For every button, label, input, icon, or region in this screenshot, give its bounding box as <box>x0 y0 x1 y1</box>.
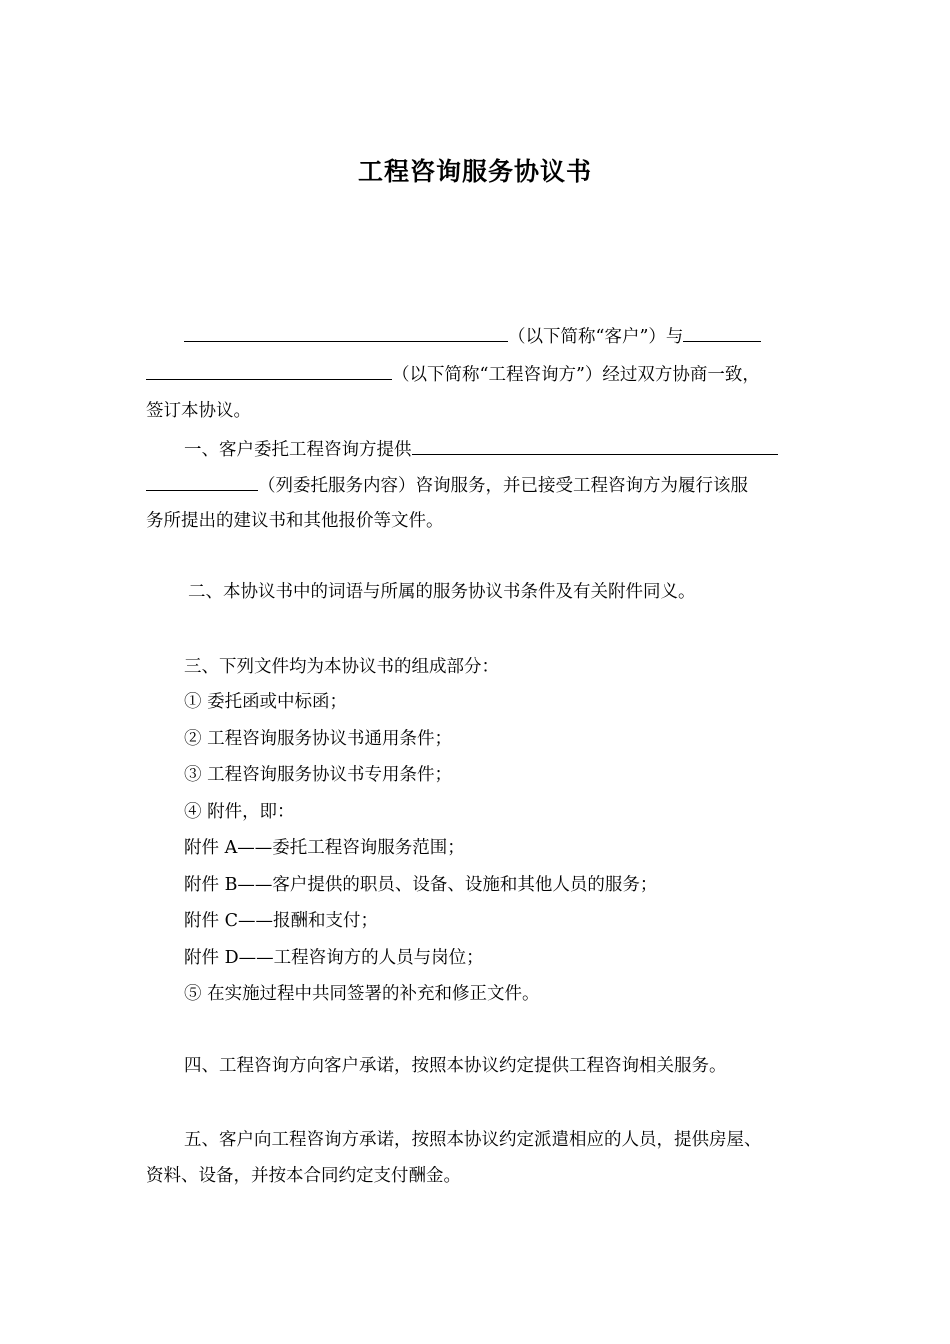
item-1-line-2 <box>146 472 748 498</box>
item-3: 三、下列文件均为本协议书的组成部分： <box>184 657 499 677</box>
item-1-text: 一、客户委托工程咨询方提供 <box>184 440 412 460</box>
list-item: 附件 C——报酬和支付； <box>184 911 378 931</box>
service-content-blank-1 <box>412 436 778 455</box>
consultant-name-blank-1 <box>683 323 761 342</box>
list-item: ⑤ 在实施过程中共同签署的补充和修正文件。 <box>184 984 540 1004</box>
document-title: 工程咨询服务协议书 <box>357 157 592 186</box>
item-1-text-2: （列委托服务内容）咨询服务，并已接受工程咨询方为履行该服 <box>258 476 748 496</box>
service-content-blank-2 <box>146 472 258 491</box>
list-item: 附件 A——委托工程咨询服务范围； <box>184 838 465 858</box>
item-1-line-3: 务所提出的建议书和其他报价等文件。 <box>146 511 444 531</box>
list-item: ④ 附件，即： <box>184 802 295 822</box>
intro-line-1 <box>184 323 761 349</box>
intro-line-2 <box>146 361 760 387</box>
item-1-line-1 <box>184 436 778 462</box>
item-5-line-2: 资料、设备，并按本合同约定支付酬金。 <box>146 1166 461 1186</box>
list-item: 附件 D——工程咨询方的人员与岗位； <box>184 948 484 968</box>
list-item: ② 工程咨询服务协议书通用条件； <box>184 729 453 749</box>
item-2: 二、本协议书中的词语与所属的服务协议书条件及有关附件同义。 <box>188 582 696 602</box>
intro-text-2: （以下简称“工程咨询方”）经过双方协商一致， <box>392 365 760 385</box>
client-name-blank <box>184 323 508 342</box>
intro-line-3: 签订本协议。 <box>146 401 251 421</box>
item-5-line-1: 五、客户向工程咨询方承诺，按照本协议约定派遣相应的人员，提供房屋、 <box>184 1130 762 1150</box>
list-item: ③ 工程咨询服务协议书专用条件； <box>184 765 453 785</box>
consultant-name-blank-2 <box>146 361 392 380</box>
list-item: 附件 B——客户提供的职员、设备、设施和其他人员的服务； <box>184 875 658 895</box>
list-item: ① 委托函或中标函； <box>184 692 348 712</box>
intro-text-1: （以下简称“客户”）与 <box>508 327 684 347</box>
item-4: 四、工程咨询方向客户承诺，按照本协议约定提供工程咨询相关服务。 <box>184 1056 727 1076</box>
